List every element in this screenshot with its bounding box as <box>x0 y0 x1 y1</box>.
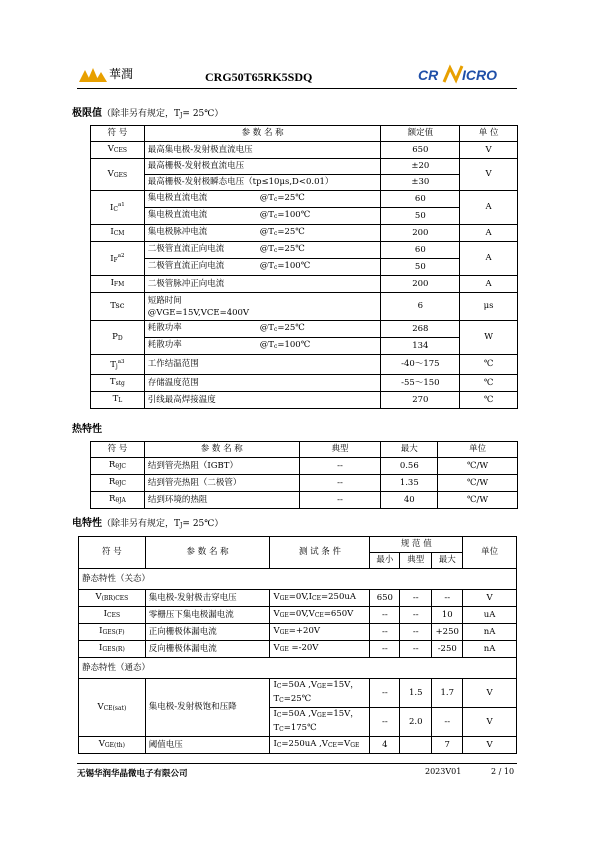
document-title: CRG50T65RK5SDQ <box>205 70 313 84</box>
table-cell: 反向栅极体漏电流 <box>145 641 270 658</box>
table-cell: 二极管直流正向电流 @Tc=100℃ <box>144 259 381 276</box>
table-cell: 最大 <box>432 553 463 569</box>
table-row <box>91 242 518 259</box>
table-cell: -- <box>370 607 400 624</box>
table-row <box>79 641 517 658</box>
table-cell: 集电极-发射极饱和压降 <box>145 679 270 737</box>
table-row <box>91 159 518 175</box>
table-cell: 阈值电压 <box>145 737 270 754</box>
table-cell: 结到环境的热阻 <box>144 492 299 509</box>
table-row <box>91 458 518 475</box>
table-cell: 二极管直流正向电流 @Tc=25℃ <box>144 242 381 259</box>
table-row <box>79 607 517 624</box>
table-cell: 典型 <box>299 442 381 458</box>
table-cell: IFM <box>91 276 145 293</box>
table-cell: ±20 <box>381 159 460 175</box>
table-cell: 单 位 <box>460 126 518 142</box>
company-logo-left <box>77 60 147 86</box>
table-cell: RθJC <box>91 458 145 475</box>
table-row <box>91 293 518 321</box>
table-header-row <box>91 126 518 142</box>
table-cell: VGE=0V,VCE=650V <box>270 607 370 624</box>
table-cell: -- <box>299 458 381 475</box>
table-cell: VCE(sat) <box>79 679 146 737</box>
table-cell: 50 <box>381 208 460 225</box>
table-cell: Tstg <box>91 375 145 392</box>
table-row <box>79 624 517 641</box>
table-cell: -- <box>370 708 400 737</box>
table-cell: V <box>460 142 518 159</box>
table-cell: W <box>460 321 518 355</box>
table-cell: 60 <box>381 242 460 259</box>
footer-rule <box>77 763 517 764</box>
table-cell: 集电极-发射极击穿电压 <box>145 590 270 607</box>
table-cell: Tsc <box>91 293 145 321</box>
table-cell: $Tj^{a3}$ <box>91 355 145 375</box>
table-cell: VCES <box>91 142 145 159</box>
table-cell: TL <box>91 392 145 409</box>
electrical-table <box>78 536 517 754</box>
table-cell: -55～150 <box>381 375 460 392</box>
section-thermal-title: 热特性 <box>72 424 102 435</box>
table-cell: 典型 <box>400 553 432 569</box>
table-cell: 10 <box>432 607 463 624</box>
table-cell: $IC^{a1}$ <box>91 191 145 225</box>
table-cell: IC=250uA ,VCE=VGE <box>270 737 370 754</box>
table-cell: 规 范 值 <box>370 537 463 553</box>
table-cell: 引线最高焊接温度 <box>144 392 381 409</box>
table-cell: 最大 <box>381 442 438 458</box>
table-cell: A <box>460 242 518 276</box>
table-cell: μs <box>460 293 518 321</box>
table-cell: RθJA <box>91 492 145 509</box>
table-cell: 符 号 <box>79 537 146 569</box>
section-max-ratings-title: 极限值（除非另有规定，TJ= 25℃） <box>72 108 224 119</box>
table-cell: nA <box>463 624 517 641</box>
svg-text:CR: CR <box>418 67 439 83</box>
table-cell: 参 数 名 称 <box>144 126 381 142</box>
table-cell <box>400 737 432 754</box>
table-cell: V <box>460 159 518 191</box>
table-row <box>91 321 518 338</box>
table-cell: -- <box>370 641 400 658</box>
table-row <box>91 338 518 355</box>
table-cell: 集电极直流电流 @Tc=25℃ <box>144 191 381 208</box>
table-cell: 200 <box>381 225 460 242</box>
table-cell: -- <box>299 492 381 509</box>
table-cell: 二极管脉冲正向电流 <box>144 276 381 293</box>
table-row <box>91 142 518 159</box>
table-row <box>91 355 518 375</box>
table-cell: IGES(R) <box>79 641 146 658</box>
table-cell: VGE=+20V <box>270 624 370 641</box>
table-cell: -- <box>370 624 400 641</box>
table-cell: 耗散功率 @Tc=100℃ <box>144 338 381 355</box>
footer-company: 无锡华润华晶微电子有限公司 <box>77 769 188 779</box>
table-cell: 134 <box>381 338 460 355</box>
table-cell: VGE =-20V <box>270 641 370 658</box>
table-cell: 7 <box>432 737 463 754</box>
table-header-row <box>91 442 518 458</box>
table-row <box>91 475 518 492</box>
table-row <box>91 375 518 392</box>
table-cell: 4 <box>370 737 400 754</box>
table-cell: 60 <box>381 191 460 208</box>
table-cell: 200 <box>381 276 460 293</box>
table-cell: 正向栅极体漏电流 <box>145 624 270 641</box>
table-cell: 测 试 条 件 <box>270 537 370 569</box>
table-cell: 结到管壳热阻（IGBT） <box>144 458 299 475</box>
footer-page-number: 2 / 10 <box>491 767 515 776</box>
table-cell: IGES(F) <box>79 624 146 641</box>
table-cell: 静态特性（通态） <box>79 658 517 679</box>
table-cell: V <box>463 679 517 708</box>
table-row <box>91 492 518 509</box>
table-cell: 最高栅极-发射极直流电压 <box>144 159 381 175</box>
table-cell: VGE(th) <box>79 737 146 754</box>
table-cell: ℃/W <box>438 458 518 475</box>
svg-text:華潤: 華潤 <box>109 67 134 81</box>
table-header-row <box>79 537 517 553</box>
table-cell: ICES <box>79 607 146 624</box>
table-cell: -- <box>370 679 400 708</box>
table-cell: V <box>463 590 517 607</box>
table-cell: RθJC <box>91 475 145 492</box>
table-cell: VGE=0V,ICE=250uA <box>270 590 370 607</box>
table-cell: -- <box>432 590 463 607</box>
svg-text:ICRO: ICRO <box>462 67 497 83</box>
table-cell: 符 号 <box>91 442 145 458</box>
table-cell: A <box>460 276 518 293</box>
table-row <box>91 392 518 409</box>
table-row <box>91 208 518 225</box>
table-cell: V(BR)CES <box>79 590 146 607</box>
table-cell: ℃ <box>460 375 518 392</box>
table-cell: ℃ <box>460 392 518 409</box>
section-electrical-title: 电特性（除非另有规定，TJ= 25℃） <box>72 518 224 529</box>
table-cell: -250 <box>432 641 463 658</box>
table-row <box>79 679 517 708</box>
table-cell: 工作结温范围 <box>144 355 381 375</box>
table-cell: -- <box>299 475 381 492</box>
table-cell: nA <box>463 641 517 658</box>
table-cell: IC=50A ,VGE=15V， TC=25℃ <box>270 679 370 708</box>
table-group-row <box>79 658 517 679</box>
table-group-row <box>79 569 517 590</box>
table-cell: -- <box>400 607 432 624</box>
table-cell: 集电极脉冲电流 @Tc=25℃ <box>144 225 381 242</box>
table-cell: 0.56 <box>381 458 438 475</box>
table-cell: 1.5 <box>400 679 432 708</box>
table-cell: 50 <box>381 259 460 276</box>
max-ratings-table <box>90 125 518 409</box>
table-row <box>79 737 517 754</box>
table-cell: A <box>460 191 518 225</box>
table-cell: 静态特性（关态） <box>79 569 517 590</box>
table-cell: uA <box>463 607 517 624</box>
table-row <box>91 276 518 293</box>
table-cell: 参 数 名 称 <box>145 537 270 569</box>
table-cell: $IF^{a2}$ <box>91 242 145 276</box>
table-cell: ℃/W <box>438 475 518 492</box>
table-cell: 6 <box>381 293 460 321</box>
table-cell: ICM <box>91 225 145 242</box>
company-logo-right <box>416 62 516 86</box>
table-cell: 270 <box>381 392 460 409</box>
table-cell: 参 数 名 称 <box>144 442 299 458</box>
thermal-table <box>90 441 518 509</box>
table-cell: 268 <box>381 321 460 338</box>
table-cell: 最高集电极-发射极直流电压 <box>144 142 381 159</box>
table-cell: 存储温度范围 <box>144 375 381 392</box>
table-row <box>91 175 518 191</box>
header-rule <box>77 88 517 89</box>
table-cell: -40～175 <box>381 355 460 375</box>
table-cell: PD <box>91 321 145 355</box>
table-cell: 1.35 <box>381 475 438 492</box>
table-cell: ±30 <box>381 175 460 191</box>
table-cell: VGES <box>91 159 145 191</box>
table-cell: -- <box>432 708 463 737</box>
table-row <box>91 259 518 276</box>
table-cell: 额定值 <box>381 126 460 142</box>
table-cell: V <box>463 708 517 737</box>
table-cell: IC=50A ,VGE=15V， TC=175℃ <box>270 708 370 737</box>
table-cell: 单位 <box>438 442 518 458</box>
table-cell: 650 <box>370 590 400 607</box>
table-cell: 最高栅极-发射极瞬态电压（tp≤10μs,D<0.01） <box>144 175 381 191</box>
table-cell: -- <box>400 624 432 641</box>
table-row <box>91 191 518 208</box>
table-cell: 结到管壳热阻（二极管） <box>144 475 299 492</box>
table-cell: ℃ <box>460 355 518 375</box>
table-cell: -- <box>400 641 432 658</box>
table-cell: 2.0 <box>400 708 432 737</box>
table-cell: +250 <box>432 624 463 641</box>
table-cell: 650 <box>381 142 460 159</box>
table-cell: 集电极直流电流 @Tc=100℃ <box>144 208 381 225</box>
table-cell: ℃/W <box>438 492 518 509</box>
table-cell: 最小 <box>370 553 400 569</box>
table-cell: 符 号 <box>91 126 145 142</box>
table-row <box>79 590 517 607</box>
table-cell: 1.7 <box>432 679 463 708</box>
table-cell: 40 <box>381 492 438 509</box>
table-cell: 单位 <box>463 537 517 569</box>
table-cell: A <box>460 225 518 242</box>
table-cell: V <box>463 737 517 754</box>
table-cell: 耗散功率 @Tc=25℃ <box>144 321 381 338</box>
table-row <box>91 225 518 242</box>
table-cell: 短路时间 @VGE=15V,VCE=400V <box>144 293 381 321</box>
table-cell: -- <box>400 590 432 607</box>
footer-version: 2023V01 <box>425 767 462 776</box>
table-cell: 零栅压下集电极漏电流 <box>145 607 270 624</box>
